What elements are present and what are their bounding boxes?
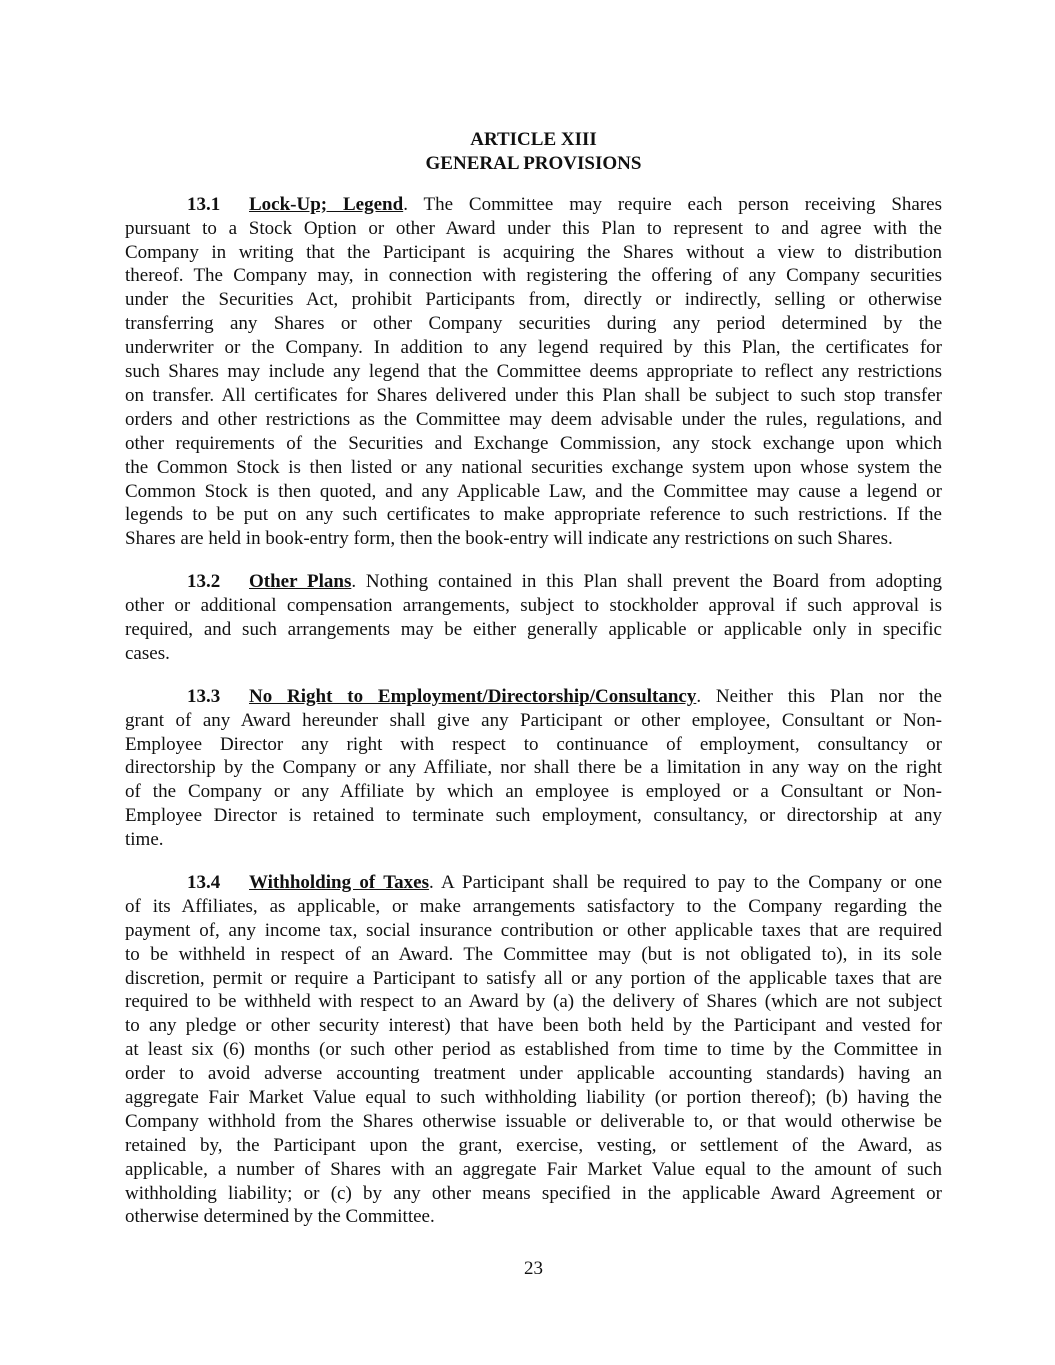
section-13-3 <box>125 685 942 852</box>
sections <box>125 193 942 1230</box>
section-heading: Lock-Up; Legend <box>249 193 404 215</box>
paragraph-line: thereof. The Company may, in connection with registering the offering of any Company securities <box>125 265 942 287</box>
paragraph-line <box>125 193 942 217</box>
paragraph-line: grant of any Award hereunder shall give any Participant or other employee, Consultant or Non- <box>125 709 942 731</box>
paragraph-line: retained by, the Participant upon the grant, exercise, vesting, or settlement of the Award, as <box>125 1134 942 1156</box>
paragraph-line: under the Securities Act, prohibit Participants from, directly or indirectly, selling or otherwise <box>125 289 942 311</box>
section-heading: No Right to Employment/Directorship/Consultancy <box>249 685 697 707</box>
paragraph-line: directorship by the Company or any Affiliate, nor shall there be a limitation in any way on the right <box>125 757 942 779</box>
section-13-1 <box>125 193 942 551</box>
paragraph-line: Company withhold from the Shares otherwise issuable or deliverable to, or that would otherwise be <box>125 1110 942 1132</box>
paragraph-line: discretion, permit or require a Participant to satisfy all or any portion of the applicable taxes that are <box>125 967 942 989</box>
paragraph-line: order to avoid adverse accounting treatment under applicable accounting standards) having an <box>125 1063 942 1085</box>
paragraph-line: to any pledge or other security interest) that have been both held by the Participant and vested for <box>125 1015 942 1037</box>
paragraph-line: Company in writing that the Participant is acquiring the Shares without a view to distribution <box>125 241 942 263</box>
paragraph-line: of the Company or any Affiliate by which an employee is employed or a Consultant or Non- <box>125 781 942 803</box>
section-heading: Withholding of Taxes <box>249 871 429 893</box>
page-number: 23 <box>524 1258 543 1280</box>
paragraph-line: otherwise determined by the Committee. <box>125 1206 435 1228</box>
paragraph-line: withholding liability; or (c) by any other means specified in the applicable Award Agreement or <box>125 1182 942 1204</box>
paragraph-line: at least six (6) months (or such other period as established from time to time by the Committee in <box>125 1039 942 1061</box>
section-number: 13.1 <box>187 193 221 215</box>
paragraph-line: on transfer. All certificates for Shares delivered under this Plan shall be subject to such stop transfer <box>125 384 942 406</box>
section-number: 13.4 <box>187 871 221 893</box>
section-text: . The Committee may require each person receiving Shares <box>403 193 942 215</box>
paragraph-line: Employee Director any right with respect to continuance of employment, consultancy or <box>125 733 942 755</box>
paragraph-line: Common Stock is then quoted, and any Applicable Law, and the Committee may cause a legend or <box>125 480 942 502</box>
paragraph-line: the Common Stock is then listed or any national securities exchange system upon whose system the <box>125 456 942 478</box>
section-text: . Nothing contained in this Plan shall prevent the Board from adopting <box>351 571 942 593</box>
paragraph-line: aggregate Fair Market Value equal to such withholding liability (or portion thereof); (b) having the <box>125 1086 942 1108</box>
paragraph-line: other requirements of the Securities and Exchange Commission, any stock exchange upon which <box>125 432 942 454</box>
article-title: GENERAL PROVISIONS <box>425 152 642 174</box>
paragraph-line: pursuant to a Stock Option or other Award under this Plan to represent to and agree with the <box>125 217 942 239</box>
paragraph-line: orders and other restrictions as the Committee may deem advisable under the rules, regulations, and <box>125 408 942 430</box>
paragraph-line: cases. <box>125 642 170 664</box>
section-13-4 <box>125 871 942 1229</box>
document-page <box>125 128 942 1281</box>
section-number: 13.2 <box>187 571 221 593</box>
paragraph-line: Employee Director is retained to terminate such employment, consultancy, or directorship at any <box>125 805 942 827</box>
section-number: 13.3 <box>187 685 221 707</box>
paragraph-line: time. <box>125 829 164 851</box>
paragraph-line: required to be withheld with respect to an Award by (a) the delivery of Shares (which are not subject <box>125 991 942 1013</box>
paragraph-line: other or additional compensation arrangements, subject to stockholder approval if such approval is <box>125 595 942 617</box>
paragraph-line <box>125 871 942 895</box>
paragraph-line: applicable, a number of Shares with an aggregate Fair Market Value equal to the amount of such <box>125 1158 942 1180</box>
paragraph-line: transferring any Shares or other Company securities during any period determined by the <box>125 313 942 335</box>
section-text: . A Participant shall be required to pay to the Company or one <box>428 871 943 893</box>
paragraph-line: underwriter or the Company. In addition to any legend required by this Plan, the certificates for <box>125 337 942 359</box>
section-text: . Neither this Plan nor the <box>696 685 942 707</box>
paragraph-line: legends to be put on any such certificates to make appropriate reference to such restrictions. If the <box>125 504 942 526</box>
paragraph-line: required, and such arrangements may be either generally applicable or applicable only in specific <box>125 618 942 640</box>
section-13-2 <box>125 570 942 666</box>
paragraph-line: payment of, any income tax, social insurance contribution or other applicable taxes that are required <box>125 919 942 941</box>
paragraph-line: such Shares may include any legend that the Committee deems appropriate to reflect any restrictions <box>125 361 942 383</box>
article-number: ARTICLE XIII <box>470 129 597 150</box>
paragraph-line <box>125 570 942 594</box>
section-heading: Other Plans <box>249 571 352 593</box>
paragraph-line: to be withheld in respect of an Award. The Committee may (but is not obligated to), in its sole <box>125 943 942 965</box>
paragraph-line: of its Affiliates, as applicable, or make arrangements satisfactory to the Company regarding the <box>125 895 942 917</box>
paragraph-line <box>125 685 942 709</box>
paragraph-line: Shares are held in book-entry form, then the book-entry will indicate any restrictions on such Shares. <box>125 528 893 550</box>
